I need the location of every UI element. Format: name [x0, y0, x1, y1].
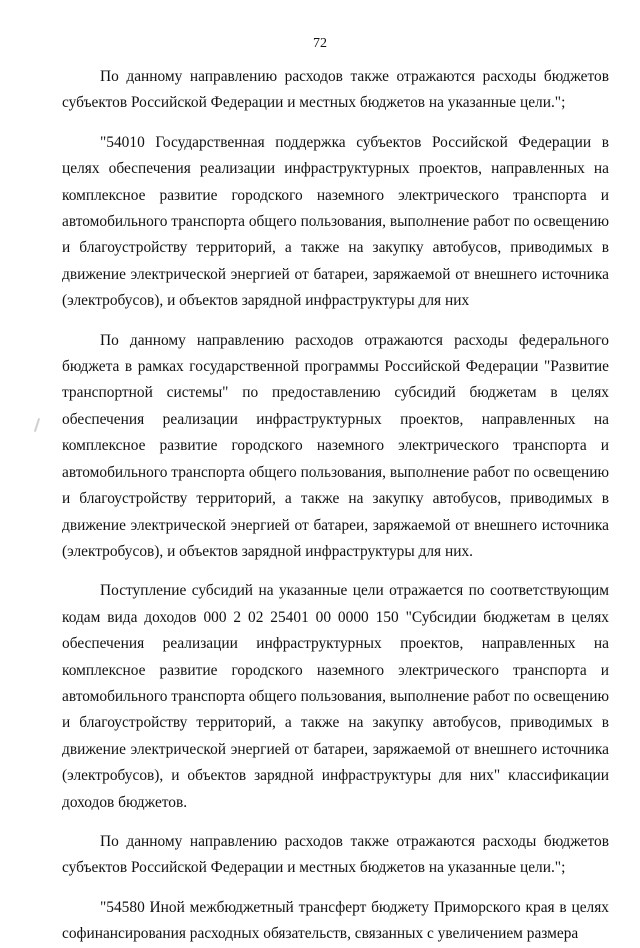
document-body: [62, 64, 609, 948]
paragraph-54580-title: "54580 Иной межбюджетный трансферт бюджету Приморского края в целях софинансирования расходных обязательств, связанных с увеличением размера: [62, 898, 609, 943]
paragraph-budget-expenses-note-2: По данному направлению расходов также отражаются расходы бюджетов субъектов Российской Федерации и местных бюджетов на указанные цели.";: [62, 832, 609, 877]
paragraph-54010-description: По данному направлению расходов отражаются расходы федерального бюджета в рамках государственной программы Российской Федерации "Развитие транспортной системы" по предоставлению субсидий бюджетам в целях обеспечения реализации инфраструктурных проектов, направленных на комплексное развитие городского наземного электрического транспорта и автомобильного транспорта общего пользования, выполнение работ по освещению и благоустройству территорий, а также на закупку автобусов, приводимых в движение электрической энергией от батареи, заряжаемой от внешнего источника (электробусов), и объектов зарядной инфраструктуры для них.: [62, 331, 609, 560]
page-number: 72: [313, 36, 327, 51]
paragraph-subsidy-income-codes: Поступление субсидий на указанные цели отражается по соответствующим кодам вида доходов 000 2 02 25401 00 0000 150 "Субсидии бюджетам в целях обеспечения реализации инфраструктурных проектов, направленных на комплексное развитие городского наземного электрического транспорта и автомобильного транспорта общего пользования, выполнение работ по освещению и благоустройству территорий, а также на закупку автобусов, приводимых в движение электрической энергией от батареи, заряжаемой от внешнего источника (электробусов), и объектов зарядной инфраструктуры для них" классификации доходов бюджетов.: [62, 582, 609, 811]
margin-mark: [34, 418, 40, 432]
paragraph-54010-title: "54010 Государственная поддержка субъектов Российской Федерации в целях обеспечения реализации инфраструктурных проектов, направленных на комплексное развитие городского наземного электрического транспорта и автомобильного транспорта общего пользования, выполнение работ по освещению и благоустройству территорий, а также на закупку автобусов, приводимых в движение электрической энергией от батареи, заряжаемой от внешнего источника (электробусов), и объектов зарядной инфраструктуры для них: [62, 133, 609, 310]
paragraph-budget-expenses-note: По данному направлению расходов также отражаются расходы бюджетов субъектов Российской Федерации и местных бюджетов на указанные цели.";: [62, 68, 609, 112]
